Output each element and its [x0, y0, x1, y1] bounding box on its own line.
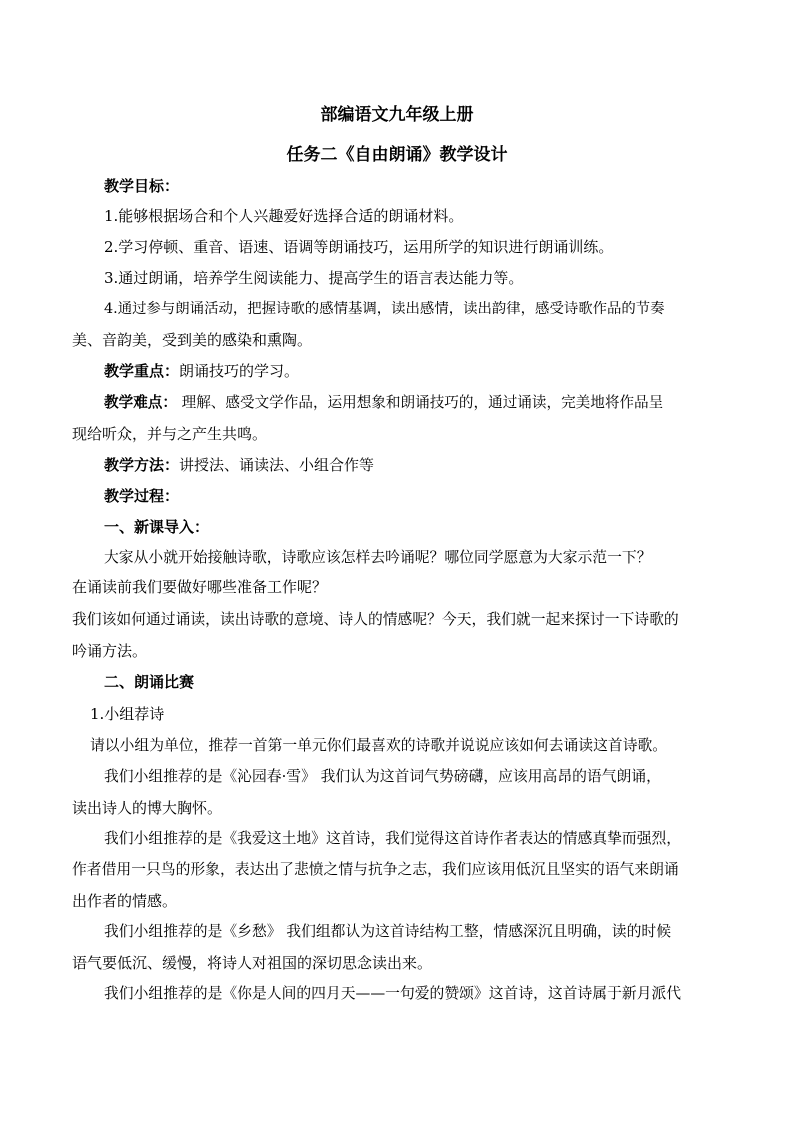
intro-line-4: 吟诵方法。: [72, 642, 148, 660]
section-2-heading: 二、朗诵比赛: [104, 673, 195, 691]
objective-4-line-1: 4.通过参与朗诵活动，把握诗歌的感情基调，读出感情，读出韵律，感受诗歌作品的节奏: [104, 301, 665, 317]
section-1-heading: 一、新课导入：: [104, 518, 210, 536]
objectives-heading: 教学目标：: [104, 177, 180, 195]
objective-1: 1.能够根据场合和个人兴趣爱好选择合适的朗诵材料。: [104, 207, 464, 225]
teaching-difficulty: [104, 393, 663, 413]
focus-text: 朗诵技巧的学习。: [179, 362, 300, 380]
intro-line-3: 我们该如何通过诵读，读出诗歌的意境、诗人的情感呢？今天，我们就一起来探讨一下诗歌的: [72, 611, 679, 628]
method-label: 教学方法：: [104, 456, 180, 474]
recommendation-2-line-1: 我们小组推荐的是《我爱这土地》这首诗，我们觉得这首诗作者表达的情感真挚而强烈，: [104, 830, 682, 847]
process-heading: 教学过程：: [104, 487, 180, 505]
method-text: 讲授法、诵读法、小组合作等: [179, 456, 375, 474]
recommendation-1-line-2: 读出诗人的博大胸怀。: [72, 799, 223, 817]
objective-2: 2.学习停顿、重音、语速、语调等朗诵技巧，运用所学的知识进行朗诵训练。: [104, 238, 614, 256]
objective-3: 3.通过朗诵，培养学生阅读能力、提高学生的语言表达能力等。: [104, 269, 524, 287]
recommendation-3-line-1: 我们小组推荐的是《乡愁》 我们组都认为这首诗结构工整，情感深沉且明确，读的时候: [104, 923, 671, 940]
teaching-method: [104, 455, 374, 475]
task-instruction: 请以小组为单位，推荐一首第一单元你们最喜欢的诗歌并说说应该如何去诵读这首诗歌。: [90, 737, 668, 754]
recommendation-2-line-3: 出作者的情感。: [72, 892, 178, 910]
difficulty-text-line-1: 理解、感受文学作品，运用想象和朗诵技巧的，通过诵读，完美地将作品呈: [176, 394, 664, 411]
recommendation-4-line-1: 我们小组推荐的是《你是人间的四月天——一句爱的赞颂》这首诗，这首诗属于新月派代: [104, 985, 682, 1002]
intro-line-2: 在诵读前我们要做好哪些准备工作呢？: [72, 578, 328, 596]
subsection-1-heading: 1.小组荐诗: [90, 705, 165, 723]
difficulty-label: 教学难点：: [104, 394, 177, 411]
document-title-lesson: 任务二《自由朗诵》教学设计: [286, 145, 508, 165]
recommendation-3-line-2: 语气要低沉、缓慢，将诗人对祖国的深切思念读出来。: [72, 954, 433, 972]
document-title-grade: 部编语文九年级上册: [320, 105, 474, 125]
objective-4-line-2: 美、音韵美，受到美的感染和熏陶。: [72, 331, 313, 349]
intro-line-1: 大家从小就开始接触诗歌，诗歌应该怎样去吟诵呢？哪位同学愿意为大家示范一下？: [104, 549, 652, 566]
focus-label: 教学重点：: [104, 362, 180, 380]
recommendation-2-line-2: 作者借用一只鸟的形象，表达出了悲愤之情与抗争之志，我们应该用低沉且坚实的语气来朗诵: [72, 861, 679, 878]
recommendation-1-line-1: 我们小组推荐的是《沁园春·雪》 我们认为这首词气势磅礴，应该用高昂的语气朗诵，: [104, 768, 661, 785]
teaching-focus: [104, 361, 299, 381]
difficulty-text-line-2: 现给听众，并与之产生共鸣。: [72, 425, 268, 443]
